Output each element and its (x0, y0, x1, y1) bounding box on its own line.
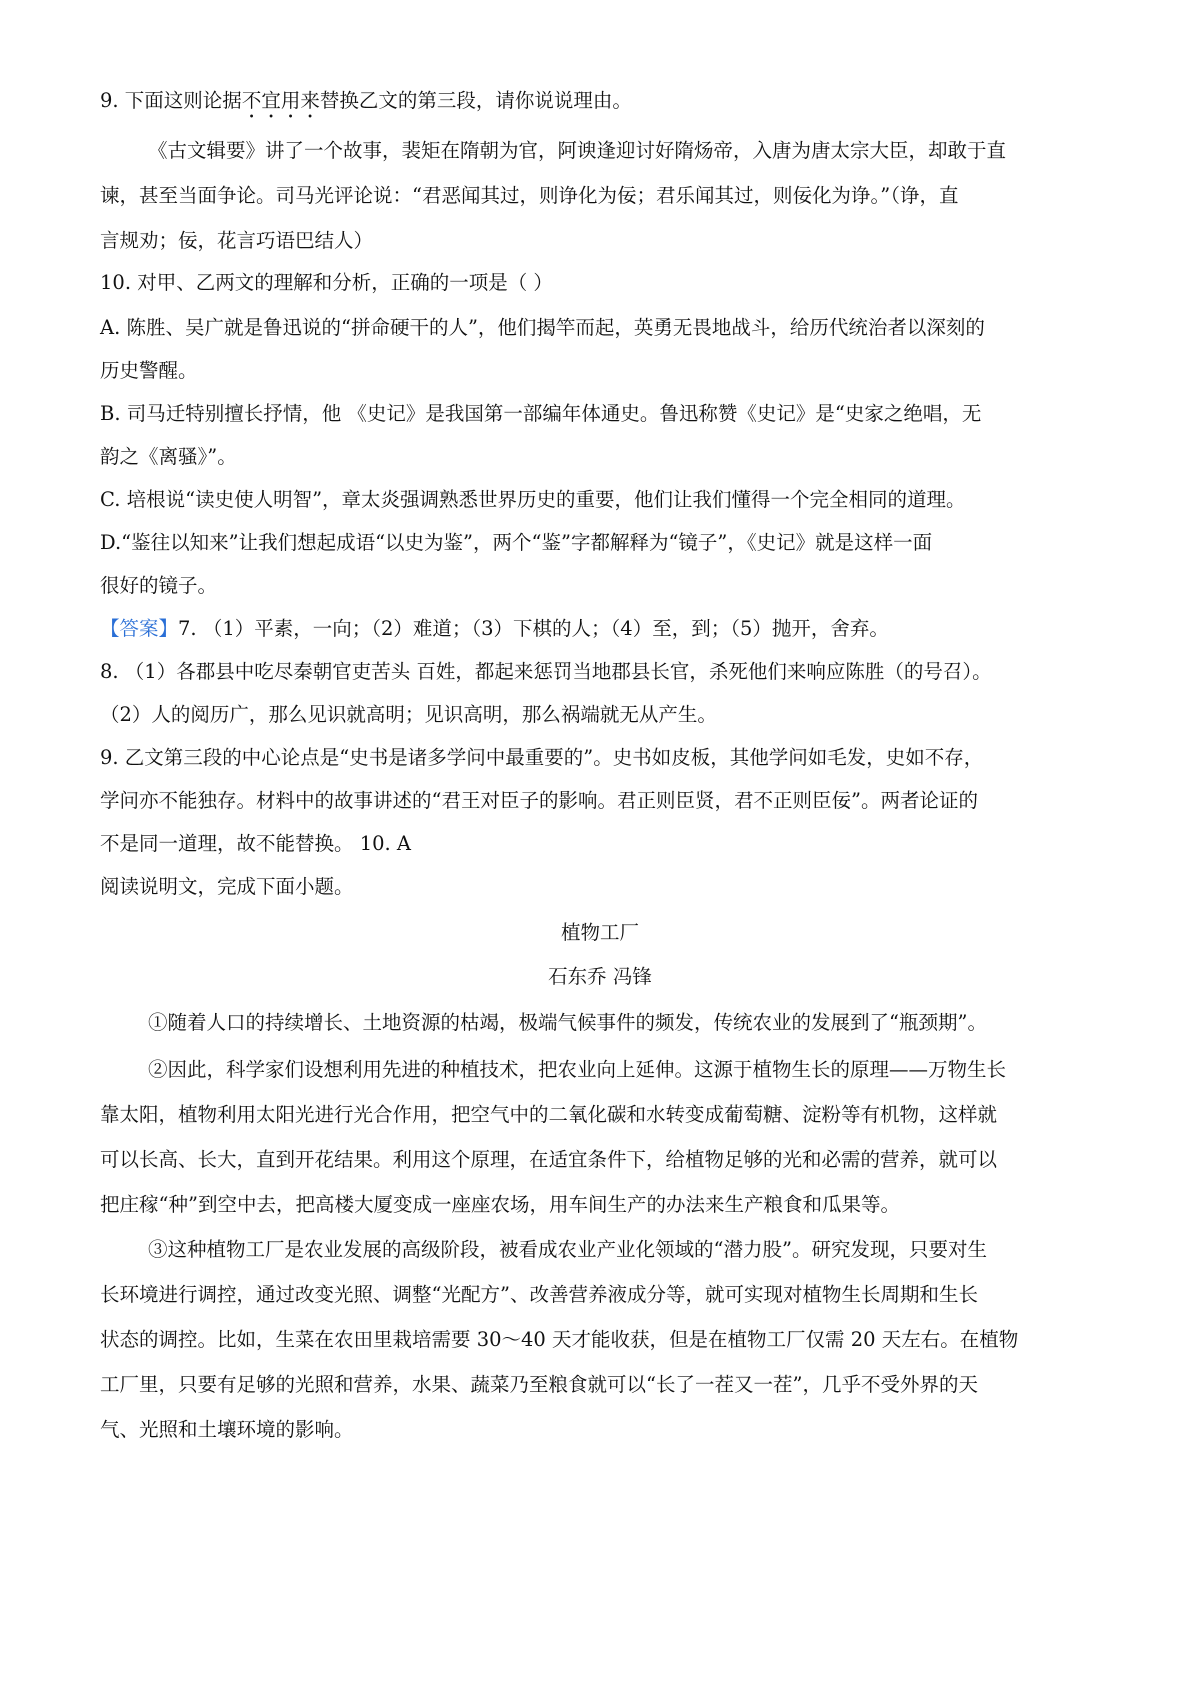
option-c-line: C. 培根说“读史使人明智”，章太炎强调熟悉世界历史的重要，他们让我们懂得一个完全相同的道理。 (100, 488, 966, 511)
question-9-prefix: 9. 下面这则论据 (100, 89, 242, 112)
article-paragraph-line: 状态的调控。比如，生菜在农田里栽培需要 30～40 天才能收获，但是在植物工厂仅需 20 天左右。在植物 (100, 1328, 1019, 1351)
answer-9-line: 9. 乙文第三段的中心论点是“史书是诸多学问中最重要的”。史书如皮板，其他学问如毛发，史如不存， (100, 746, 984, 769)
article-paragraph-line: 靠太阳，植物利用太阳光进行光合作用，把空气中的二氧化碳和水转变成葡萄糖、淀粉等有机物，这样就 (100, 1103, 998, 1126)
article-paragraph-line: ③这种植物工厂是农业发展的高级阶段，被看成农业产业化领域的“潜力股”。研究发现，只要对生 (148, 1238, 987, 1261)
option-d-line: 很好的镜子。 (100, 574, 218, 597)
question-10-stem: 10. 对甲、乙两文的理解和分析，正确的一项是（ ） (100, 271, 553, 294)
article-authors: 石东乔 冯锋 (548, 965, 652, 988)
passage-line: 《古文辑要》讲了一个故事，裴矩在隋朝为官，阿谀逢迎讨好隋炀帝，入唐为唐太宗大臣，却敢于直 (148, 139, 1007, 162)
passage-line: 谏，甚至当面争论。司马光评论说：“君恶闻其过，则诤化为佞；君乐闻其过，则佞化为诤。”（诤，直 (100, 184, 959, 207)
article-paragraph-line: ①随着人口的持续增长、土地资源的枯竭，极端气候事件的频发，传统农业的发展到了“瓶颈期”。 (148, 1011, 987, 1034)
answer-9-line: 不是同一道理，故不能替换。 10. A (100, 832, 411, 855)
reading-instruction: 阅读说明文，完成下面小题。 (100, 875, 354, 898)
answer-tag: 【答案】 (100, 617, 179, 640)
article-paragraph-line: 长环境进行调控，通过改变光照、调整“光配方”、改善营养液成分等，就可实现对植物生长周期和生长 (100, 1283, 978, 1306)
answer-8-line: （2）人的阅历广，那么见识就高明；见识高明，那么祸端就无从产生。 (100, 703, 717, 726)
question-9-emphasis: 不宜用来 (241, 89, 320, 112)
option-a-line: 历史警醒。 (100, 359, 198, 382)
question-9 (100, 88, 1100, 123)
answer-8-line: 8. （1）各郡县中吃尽秦朝官吏苦头 百姓，都起来惩罚当地郡县长官，杀死他们来响应陈胜（的号召）。 (100, 660, 992, 683)
option-b-line: B. 司马迁特别擅长抒情，他 《史记》是我国第一部编年体通史。鲁迅称赞《史记》是“史家之绝唱，无 (100, 402, 982, 425)
option-b-line: 韵之《离骚》”。 (100, 445, 237, 468)
answer-9-line: 学问亦不能独存。材料中的故事讲述的“君王对臣子的影响。君正则臣贤，君不正则臣佞”。两者论证的 (100, 789, 978, 812)
article-title: 植物工厂 (560, 921, 639, 944)
article-paragraph-line: 气、光照和土壤环境的影响。 (100, 1418, 354, 1441)
article-paragraph-line: 把庄稼“种”到空中去，把高楼大厦变成一座座农场，用车间生产的办法来生产粮食和瓜果等。 (100, 1193, 900, 1216)
answer-7-text: 7. （1）平素，一向；（2）难道；（3）下棋的人；（4）至，到；（5）抛开，舍弃。 (178, 617, 889, 640)
article-paragraph-line: 可以长高、长大，直到开花结果。利用这个原理，在适宜条件下，给植物足够的光和必需的营养，就可以 (100, 1148, 998, 1171)
option-a-line: A. 陈胜、吴广就是鲁迅说的“拼命硬干的人”，他们揭竿而起，英勇无畏地战斗，给历代统治者以深刻的 (100, 316, 985, 339)
article-paragraph-line: ②因此，科学家们设想利用先进的种植技术，把农业向上延伸。这源于植物生长的原理——万物生长 (148, 1058, 1007, 1081)
option-d-line: D.“鉴往以知来”让我们想起成语“以史为鉴”，两个“鉴”字都解释为“镜子”，《史记》就是这样一面 (100, 531, 933, 554)
question-9-suffix: 替换乙文的第三段，请你说说理由。 (319, 89, 632, 112)
answer-7 (100, 616, 1100, 642)
article-paragraph-line: 工厂里，只要有足够的光照和营养，水果、蔬菜乃至粮食就可以“长了一茬又一茬”，几乎不受外界的天 (100, 1373, 978, 1396)
passage-line: 言规劝；佞，花言巧语巴结人） (100, 229, 374, 252)
